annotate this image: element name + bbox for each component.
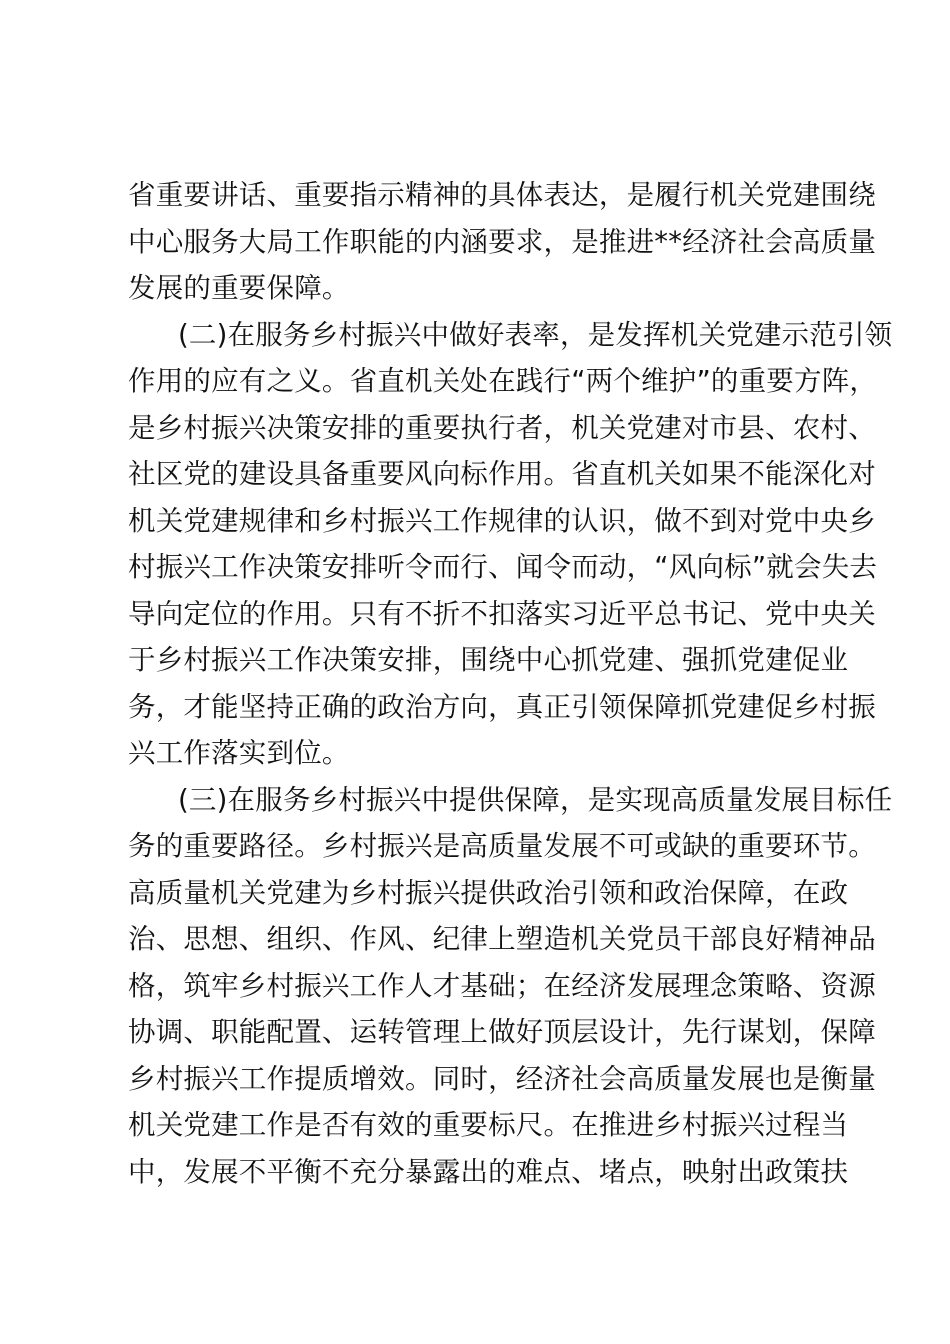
text-line: 是乡村振兴决策安排的重要执行者，机关党建对市县、农村、	[128, 411, 876, 444]
text-line: 协调、职能配置、运转管理上做好顶层设计，先行谋划，保障	[128, 1016, 876, 1048]
text-line: 兴工作落实到位。	[128, 737, 350, 769]
text-line: 高质量机关党建为乡村振兴提供政治引领和政治保障，在政	[128, 876, 849, 909]
text-line: 作用的应有之义。省直机关处在践行“两个维护”的重要方阵，	[128, 365, 878, 397]
text-line: 省重要讲话、重要指示精神的具体表达，是履行机关党建围绕	[128, 179, 876, 211]
text-line: 务，才能坚持正确的政治方向，真正引领保障抓党建促乡村振	[128, 690, 876, 723]
text-line: 中，发展不平衡不充分暴露出的难点、堵点，映射出政策扶	[128, 1155, 849, 1188]
text-line: 机关党建规律和乡村振兴工作规律的认识，做不到对党中央乡	[128, 504, 876, 537]
section-heading-line: (三)在服务乡村振兴中提供保障，是实现高质量发展目标任	[178, 783, 893, 816]
text-line: 发展的重要保障。	[128, 272, 350, 304]
section-heading-line: (二)在服务乡村振兴中做好表率，是发挥机关党建示范引领	[178, 318, 893, 351]
document-body	[128, 172, 893, 1195]
text-line: 机关党建工作是否有效的重要标尺。在推进乡村振兴过程当	[128, 1109, 849, 1141]
text-line: 务的重要路径。乡村振兴是高质量发展不可或缺的重要环节。	[128, 830, 876, 862]
text-line: 社区党的建设具备重要风向标作用。省直机关如果不能深化对	[128, 458, 876, 490]
text-line: 村振兴工作决策安排听令而行、闻令而动，“风向标”就会失去	[128, 551, 878, 583]
text-line: 导向定位的作用。只有不折不扣落实习近平总书记、党中央关	[128, 597, 876, 630]
text-line: 格，筑牢乡村振兴工作人才基础；在经济发展理念策略、资源	[128, 969, 876, 1002]
text-line: 治、思想、组织、作风、纪律上塑造机关党员干部良好精神品	[128, 923, 876, 955]
text-line: 于乡村振兴工作决策安排，围绕中心抓党建、强抓党建促业	[128, 644, 849, 676]
text-line: 中心服务大局工作职能的内涵要求，是推进**经济社会高质量	[128, 225, 877, 258]
text-line: 乡村振兴工作提质增效。同时，经济社会高质量发展也是衡量	[128, 1062, 876, 1095]
